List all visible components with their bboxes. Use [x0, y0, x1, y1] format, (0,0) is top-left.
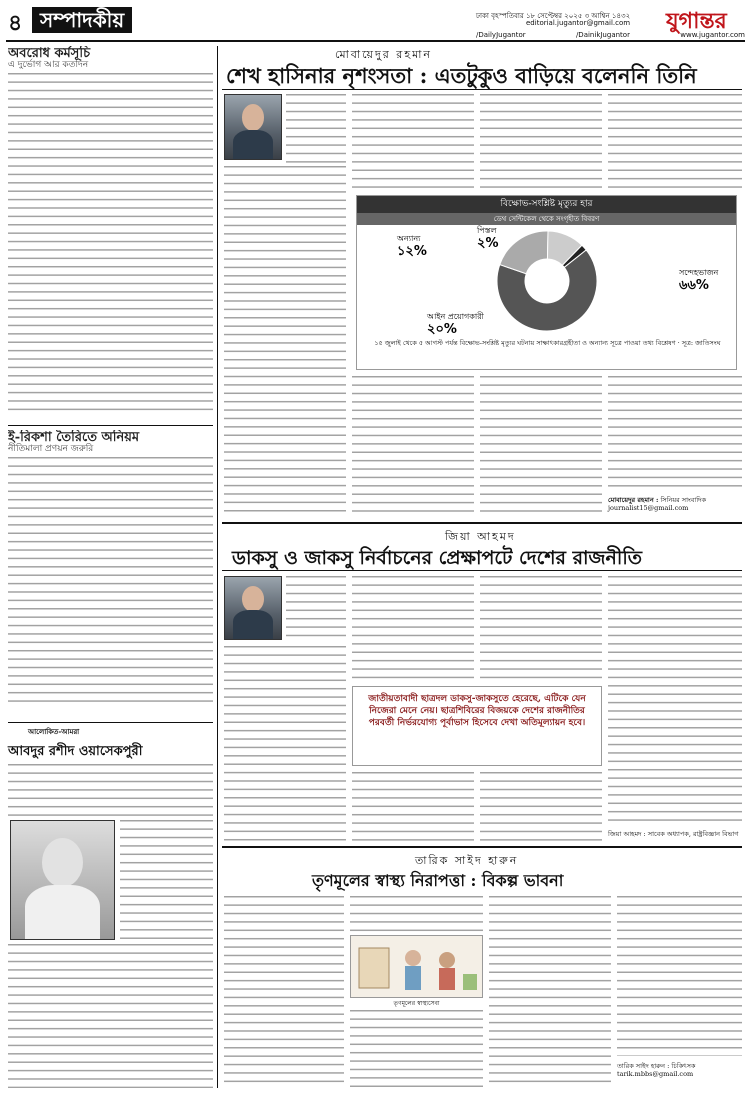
pie-chart-svg — [357, 225, 736, 337]
editorial-2-body — [8, 457, 213, 707]
article-1-col-4b — [608, 376, 742, 492]
article-2-pull-quote: জাতীয়তাবাদী ছাত্রদল ডাকসু-জাকসুতে হেরেছে, এটিকে যেন নিজেরা মেনে নেয়। ছাত্রশিবিরের বিজয়কে দেশের রাজনীতির পরবর্তী নির্ভরযোগ্য পূর্বাভাস হিসেবে দেখা অতিমূল্যায়ন হবে। — [352, 686, 602, 766]
section-title: সম্পাদকীয় — [32, 7, 132, 33]
facebook-link[interactable]: /DailyJugantor — [476, 31, 526, 39]
article-2-author-photo — [224, 576, 282, 640]
pie-value-3: ২% — [477, 236, 499, 251]
article-2-col-3 — [480, 576, 602, 681]
editorial-1-title: অবরোধ কর্মসূচি — [8, 46, 91, 61]
article-3-headline[interactable]: তৃণমূলের স্বাস্থ্য নিরাপত্তা : বিকল্প ভাবনা — [312, 871, 564, 890]
article-1-col-2b — [352, 376, 474, 518]
editorial-1-body — [8, 73, 213, 413]
divider — [222, 522, 742, 524]
article-2-col-2 — [352, 576, 474, 681]
article-2-headline[interactable]: ডাকসু ও জাকসু নির্বাচনের প্রেক্ষাপটে দেশের রাজনীতি — [232, 547, 643, 569]
article-3-illustration — [350, 935, 483, 998]
pie-slice-1 — [500, 231, 548, 274]
article-1-col-1 — [286, 94, 346, 164]
divider — [8, 722, 213, 723]
article-1-author-photo — [224, 94, 282, 160]
editorial-1-block — [8, 46, 213, 421]
twitter-link[interactable]: /DainikJugantor — [575, 31, 630, 39]
article-3-author-note: তারিক সাইদ হারুন : চিকিৎসক — [617, 1062, 696, 1070]
article-2-byline: জিয়া আহমদ — [445, 530, 516, 543]
divider — [222, 846, 742, 848]
pie-value-0: ৬৬% — [679, 278, 709, 293]
article-2-author-note: জিয়া আহমদ : সাবেক অধ্যাপক, রাষ্ট্রবিজ্ঞান বিভাগ — [608, 830, 739, 838]
article-1-email[interactable]: journalist15@gmail.com — [608, 504, 689, 512]
pie-label-3: পিস্তল — [477, 226, 497, 235]
divider — [8, 425, 213, 426]
article-1-col-3 — [480, 94, 602, 191]
article-3-byline: তারিক সাইদ হারুন — [415, 854, 519, 867]
article-3-illustration-caption: তৃণমূলের স্বাস্থ্যসেবা — [393, 1000, 440, 1007]
pie-value-1: ২০% — [427, 322, 457, 337]
article-3-col-2b — [350, 1010, 483, 1088]
health-worker-illustration — [351, 936, 484, 999]
article-1-contact — [608, 496, 742, 512]
chart-title: বিক্ষোভ-সংশ্লিষ্ট মৃত্যুর হার — [357, 196, 736, 213]
article-3-contact — [617, 1062, 742, 1078]
obituary-body-top — [8, 764, 213, 816]
pie-value-2: ১২% — [397, 244, 427, 259]
pie-label-1: আইন প্রয়োগকারী — [427, 312, 484, 321]
obituary-body-bottom — [8, 944, 213, 1088]
article-2-col-3b — [480, 772, 602, 841]
editorial-1-subtitle: এ দুর্ভোগ আর কতদিন — [8, 60, 89, 70]
article-1-col-3b — [480, 376, 602, 518]
article-2-col-2b — [352, 772, 474, 841]
article-1-byline: মোবায়েদুর রহমান — [335, 48, 432, 61]
divider — [222, 570, 742, 571]
pie-label-0: সন্দেহভাজন — [679, 268, 719, 277]
pie-label-2: অন্যান্য — [397, 234, 421, 243]
column-divider — [217, 46, 218, 1088]
obituary-label: আলোকিত-আমরা — [28, 727, 80, 736]
article-2-col-4 — [608, 576, 742, 826]
article-3-email[interactable]: tarik.mbbs@gmail.com — [617, 1070, 694, 1078]
newspaper-logo: যুগান্তর — [666, 8, 727, 34]
obituary-name: আবদুর রশীদ ওয়াসেকপুরী — [8, 744, 143, 759]
social-links — [476, 31, 745, 39]
article-1-headline[interactable]: শেখ হাসিনার নৃশংসতা : এতটুকুও বাড়িয়ে বলেননি তিনি — [226, 63, 697, 88]
chart-subtitle: ডেথ সেন্টিকেল থেকে সংগৃহীত বিবরণ — [357, 213, 736, 225]
editorial-2-title: ই-রিকশা তৈরিতে অনিয়ম — [8, 430, 140, 445]
article-3-col-3 — [489, 896, 611, 1088]
editorial-email[interactable]: editorial.jugantor@gmail.com — [526, 19, 631, 27]
article-1-contact-label: মোবায়েদুর রহমান : — [608, 496, 659, 504]
website-link[interactable]: www.jugantor.com — [680, 31, 745, 39]
article-3-col-4 — [617, 896, 742, 1056]
editorial-2-subtitle: নীতিমালা প্রণয়ন জরুরি — [8, 444, 94, 454]
article-1-col-1b — [224, 166, 346, 518]
article-1-col-2 — [352, 94, 474, 191]
date-line: ঢাকা বৃহস্পতিবার ১৮ সেপ্টেম্বর ২০২৫ ৩ আশ্বিন ১৪৩২ — [476, 12, 631, 20]
masthead — [6, 4, 745, 42]
pie-chart — [356, 195, 737, 370]
divider — [222, 89, 742, 90]
page-number: ৪ — [8, 10, 23, 36]
article-1-contact-role: সিনিয়র সাংবাদিক — [660, 496, 707, 504]
editorial-2-block — [8, 430, 213, 715]
article-1-col-4 — [608, 94, 742, 191]
article-3-col-1 — [224, 896, 344, 1088]
obituary-poem — [120, 820, 213, 940]
obituary-photo — [10, 820, 115, 940]
article-2-col-1 — [286, 576, 346, 642]
article-2-col-1b — [224, 646, 346, 841]
article-3-col-2a — [350, 896, 483, 932]
chart-caption: ১৫ জুলাই থেকে ৫ আগস্ট পর্যন্ত বিক্ষোভ-সংশ্লিষ্ট মৃত্যুর ঘটনায় সাক্ষাৎকারগ্রহীতা ও অন্যান্য সূত্রে পাওয়া তথ্য বিশ্লেষণ · সূত্র: জাতিসংঘ — [374, 339, 721, 347]
